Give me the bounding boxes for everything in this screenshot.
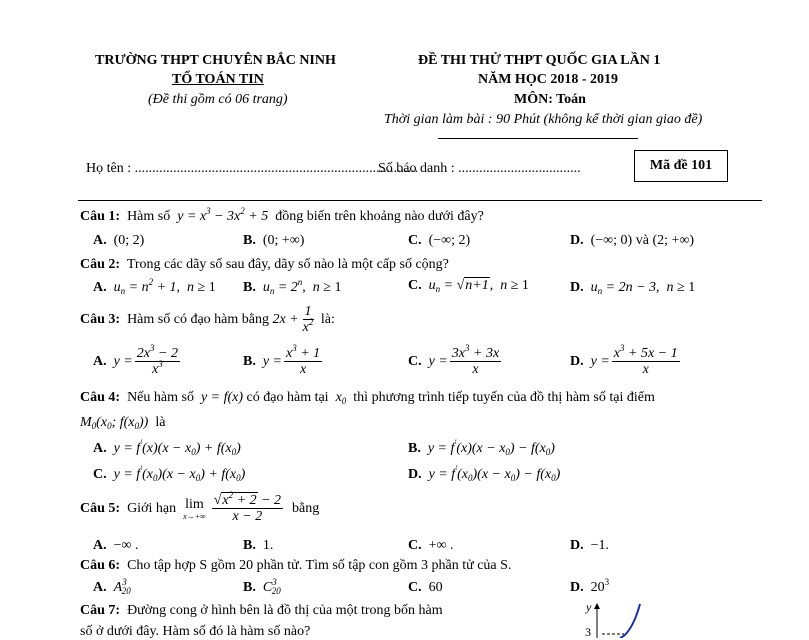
q5-option-b[interactable]: B. 1.: [243, 538, 274, 553]
q1-option-a[interactable]: A. (0; 2): [93, 233, 145, 248]
q6-option-b[interactable]: B. $C^3_{20}$: [243, 577, 281, 596]
graph-figure: [590, 600, 650, 638]
q4-option-d[interactable]: D. $y = f'(x_0)(x - x_0) - f(x_0)$: [408, 464, 561, 483]
graph-curve: [620, 604, 640, 638]
q4-option-c[interactable]: C. $y = f'(x_0)(x - x_0) + f(x_0)$: [93, 464, 246, 483]
q5-option-c[interactable]: C. +∞ .: [408, 538, 454, 553]
q3-option-a[interactable]: A. y = $\frac{2x^3 - 2}{x^3}$: [93, 343, 178, 378]
q6-option-c[interactable]: C. 60: [408, 580, 443, 595]
q4-option-a[interactable]: A. $y = f'(x)(x - x_0) + f(x_0)$: [93, 438, 241, 457]
q1-option-c[interactable]: C. (−∞; 2): [408, 233, 471, 248]
time-note: Thời gian làm bài : 90 Phút (không kể thời gian giao đề): [384, 112, 703, 127]
q2-option-b[interactable]: B. $u_n = 2^n$, n ≥ 1: [243, 277, 342, 296]
question-3: Câu 3: Hàm số có đạo hàm bằng 2x + $\frac{1}{x^2}$ là:: [80, 304, 335, 336]
school-year: NĂM HỌC 2018 - 2019: [478, 72, 618, 87]
q5-option-d[interactable]: D. −1.: [570, 538, 610, 553]
q2-option-d[interactable]: D. $u_n = 2n - 3$, n ≥ 1: [570, 280, 696, 296]
graph-axis-y-label: y: [586, 600, 592, 614]
q1-option-b[interactable]: B. (0; +∞): [243, 233, 305, 248]
question-6: Câu 6: Cho tập hợp S gồm 20 phần tử. Tìm số tập con gồm 3 phần tử của S.: [80, 558, 512, 573]
question-2: Câu 2: Trong các dãy số sau đây, dãy số nào là một cấp số cộng?: [80, 257, 449, 272]
exam-code-box: Mã đề 101: [634, 150, 728, 182]
q3-option-c[interactable]: C. y = $\frac{3x^3 + 3x}{x}$: [408, 343, 500, 378]
q5-option-a[interactable]: A. −∞ .: [93, 538, 139, 553]
graph-arrow-icon: [594, 603, 600, 609]
q1-option-d[interactable]: D. (−∞; 0) và (2; +∞): [570, 233, 695, 248]
q3-option-b[interactable]: B. y = $\frac{x^3 + 1}{x}$: [243, 343, 321, 378]
question-4: Câu 4: Nếu hàm số y = f(x) có đạo hàm tại $x_0$ thì phương trình tiếp tuyến của đồ thị hàm số tại điểm: [80, 390, 655, 406]
graph-tick-label: 3: [585, 625, 591, 639]
subject: MÔN: Toán: [514, 92, 586, 107]
q3-option-d[interactable]: D. y = $\frac{x^3 + 5x - 1}{x}$: [570, 343, 678, 378]
candidate-id-field: Số báo danh : ...................................: [378, 161, 581, 176]
q6-option-d[interactable]: D. $20^3$: [570, 577, 610, 595]
school-name: TRƯỜNG THPT CHUYÊN BẮC NINH: [95, 53, 336, 68]
question-7-line2: số ở dưới đây. Hàm số đó là hàm số nào?: [80, 624, 311, 639]
question-5: Câu 5: Giới hạn lim x→+∞ $\frac{√x^2 + 2 - 2}{x - 2}$ bằng: [80, 490, 320, 525]
divider: [78, 200, 762, 201]
header-underline: [438, 138, 638, 139]
q6-option-a[interactable]: A. $A^3_{20}$: [93, 577, 131, 596]
q4-option-b[interactable]: B. $y = f'(x)(x - x_0) - f(x_0)$: [408, 438, 555, 457]
q2-option-a[interactable]: A. $u_n = n^2 + 1$, n ≥ 1: [93, 277, 216, 296]
pages-note: (Đề thi gồm có 06 trang): [148, 92, 288, 107]
question-4-line2: $M_0(x_0$; $f(x_0)$) là: [80, 415, 166, 431]
candidate-name-field: Họ tên : .................................................................................: [86, 161, 419, 176]
question-7: Câu 7: Đường cong ở hình bên là đồ thị của một trong bốn hàm: [80, 603, 443, 618]
department-name: TỔ TOÁN TIN: [172, 72, 264, 87]
q2-option-c[interactable]: C. $u_n = √n+1$, n ≥ 1: [408, 278, 529, 294]
exam-title: ĐỀ THI THỬ THPT QUỐC GIA LẦN 1: [418, 53, 661, 68]
question-1: Câu 1: Hàm số $y = x^3 - 3x^2 + 5$ đồng biến trên khoảng nào dưới đây?: [80, 206, 484, 224]
